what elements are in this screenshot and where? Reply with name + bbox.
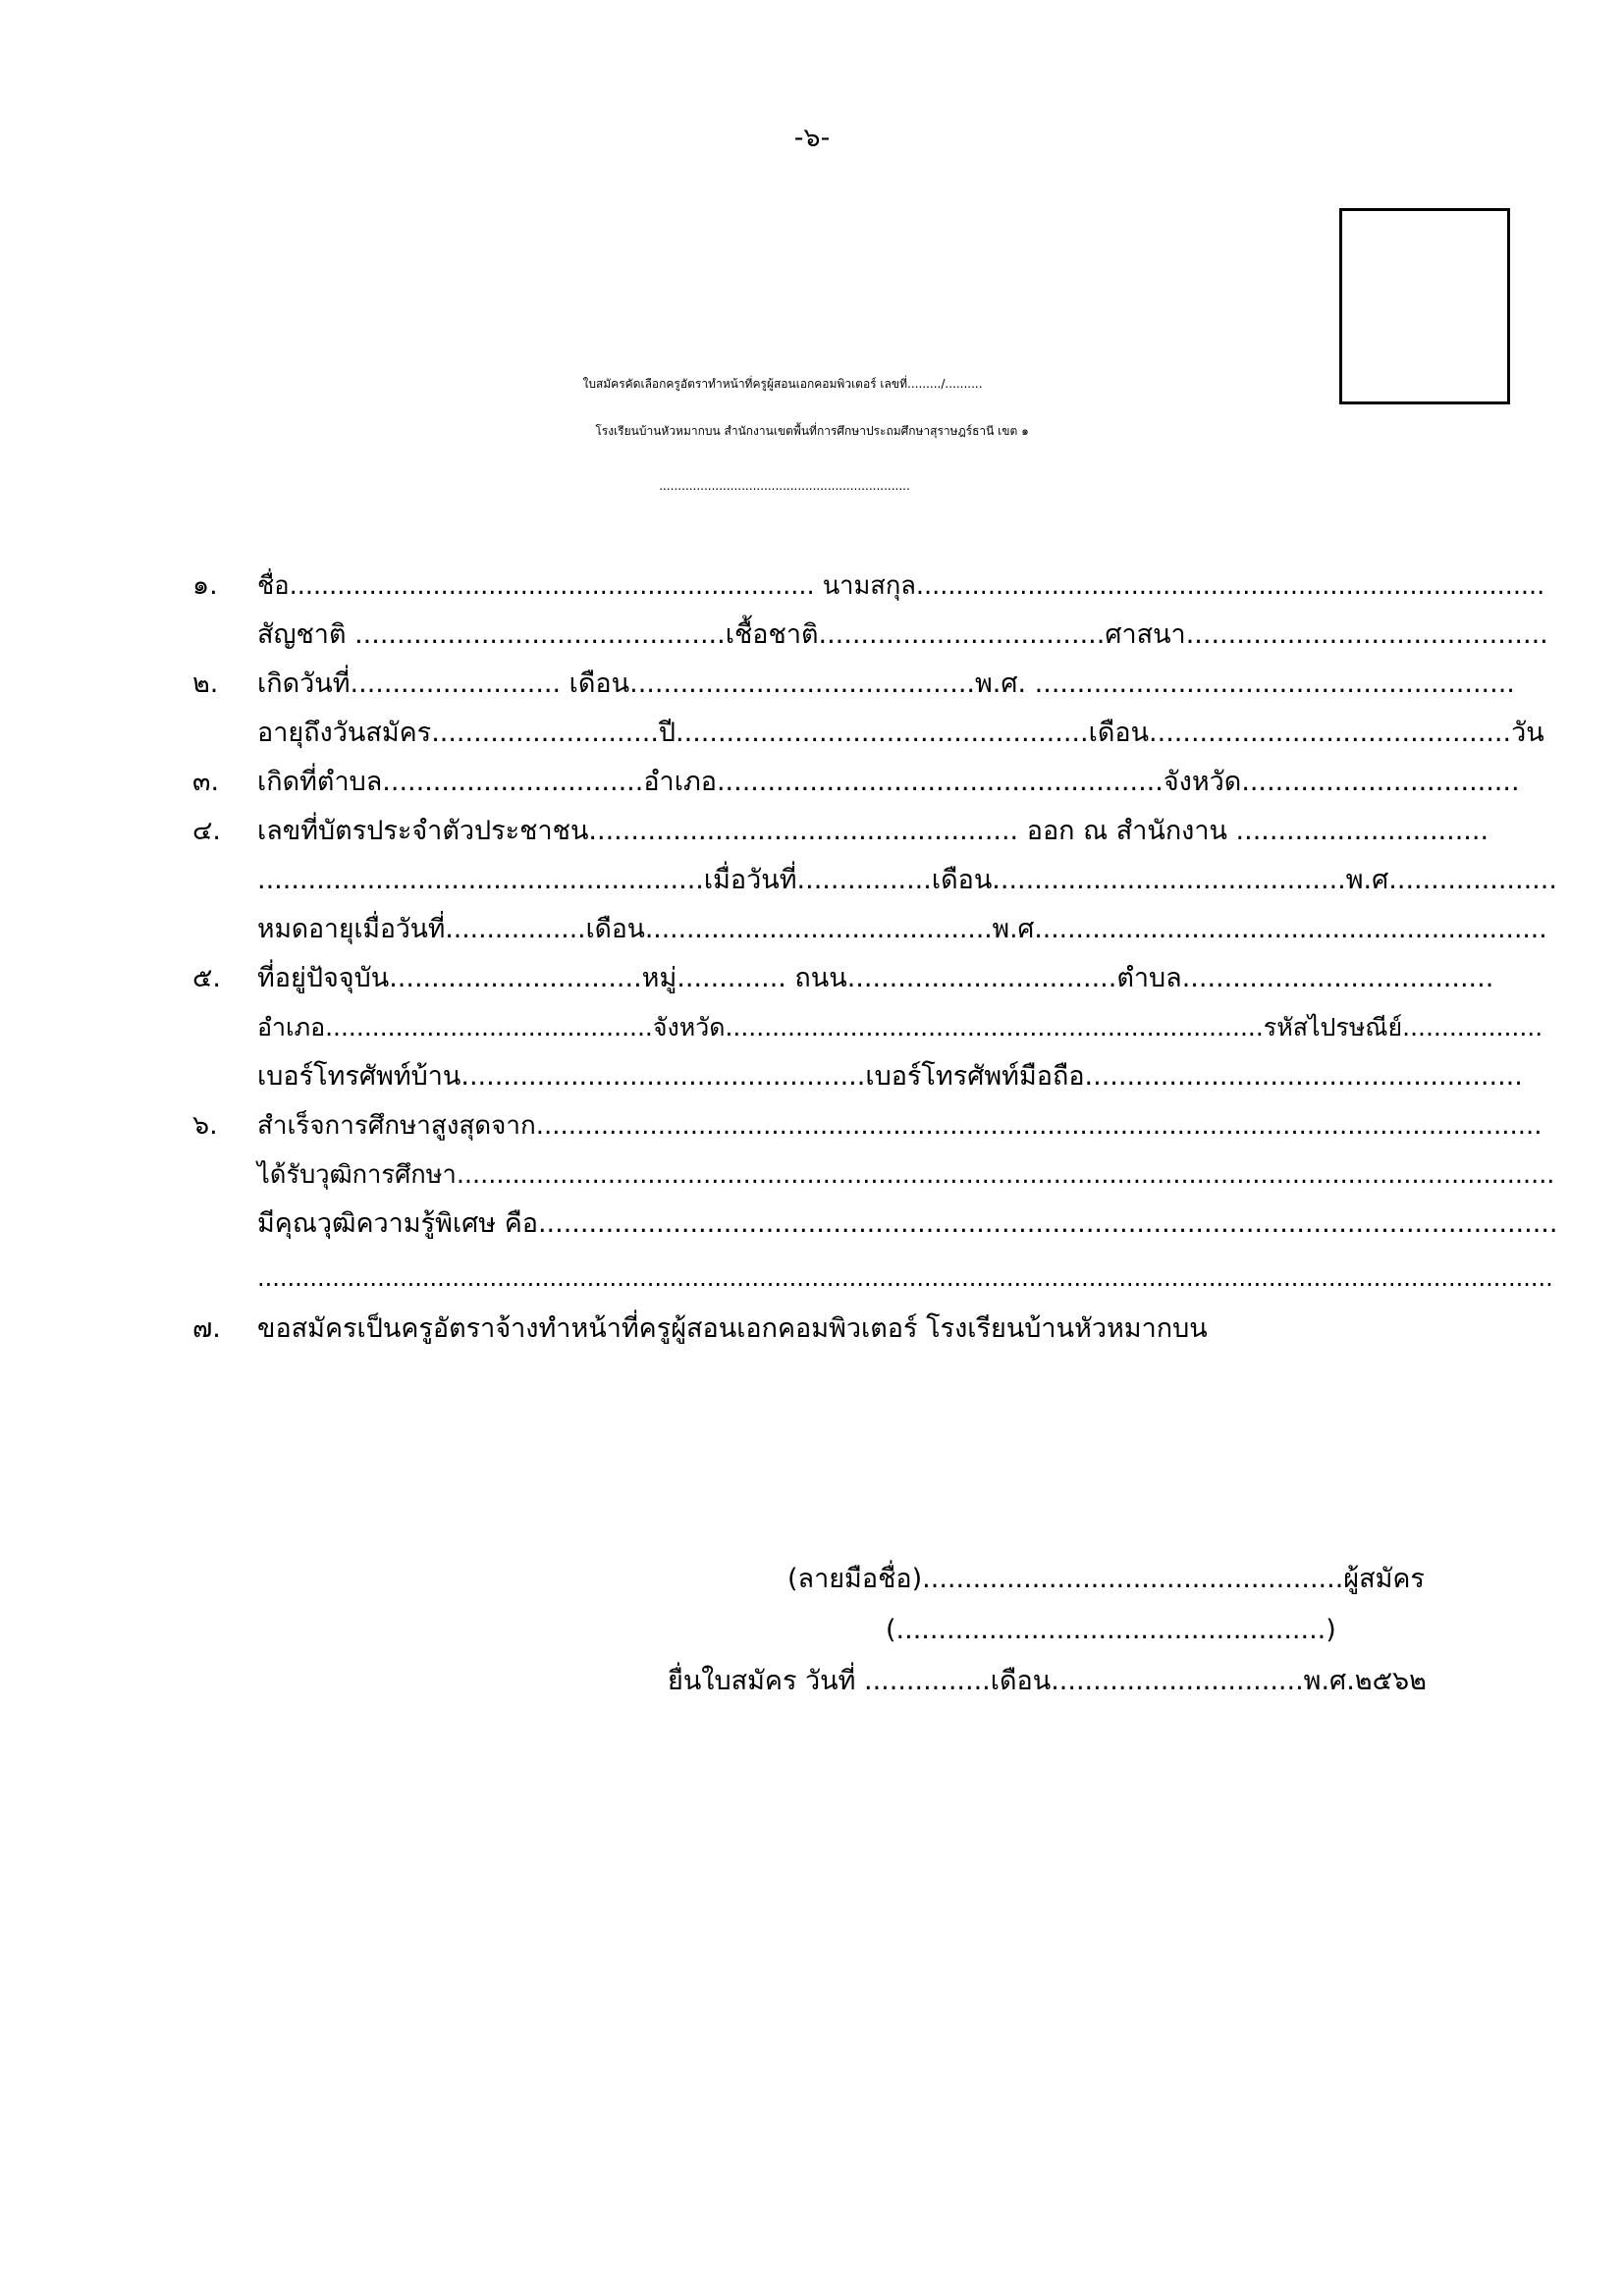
field-line: .....................................................เมื่อวันที่................เดือน..........................................พ.ศ.................... [257, 865, 1557, 895]
field-line: ได้รับวุฒิการศึกษา.......................................................................................................................................... [257, 1160, 1555, 1190]
field-line: เกิดที่ตำบล...............................อำเภอ.....................................................จังหวัด................................. [257, 767, 1520, 797]
field-line: สัญชาติ ............................................เชื้อชาติ..................................ศาสนา........................................... [257, 619, 1548, 650]
field-line: ............................................................................................................................................................................. [257, 1264, 1553, 1292]
section-number: ๑. [192, 570, 218, 601]
signature-line: (ลายมือชื่อ)..................................................ผู้สมัคร [787, 1564, 1425, 1594]
section-number: ๖. [192, 1110, 218, 1141]
field-line: เบอร์โทรศัพท์บ้าน................................................เบอร์โทรศัพท์มือถือ.................................................... [257, 1061, 1523, 1092]
printed-name-line: (...................................................) [886, 1615, 1336, 1645]
form-title: ใบสมัครคัดเลือกครูอัตราทำหน้าที่ครูผู้สอนเอกคอมพิวเตอร์ เลขที่........./.......... [582, 377, 983, 391]
field-line: เลขที่บัตรประจำตัวประชาชน................................................... ออก ณ สำนักงาน .............................. [257, 816, 1489, 846]
field-line: หมดอายุเมื่อวันที่.................เดือน..........................................พ.ศ.............................................................. [257, 914, 1547, 944]
section-number: ๕. [192, 963, 222, 993]
page-number: -๖- [793, 123, 831, 153]
field-line: เกิดวันที่......................... เดือน.........................................พ.ศ. ......................................................... [257, 668, 1515, 699]
field-line: ชื่อ.................................................................. นามสกุล............................................................................... [257, 571, 1545, 601]
section-number: ๓. [192, 767, 220, 797]
field-line: อายุถึงวันสมัคร...........................ปี.................................................เดือน...........................................วัน [257, 718, 1544, 748]
form-blank-line: ................................................................... [659, 479, 910, 493]
field-line: อำเภอ..........................................จังหวัด.....................................................................รหัสไปรษณีย์.................. [257, 1013, 1543, 1041]
section-number: ๒. [192, 668, 219, 699]
section-number: ๗. [192, 1313, 221, 1344]
field-line: มีคุณวุฒิความรู้พิเศษ คือ......................................................................................................................... [257, 1208, 1558, 1239]
section-number: ๔. [192, 816, 222, 846]
field-line: ขอสมัครเป็นครูอัตราจ้างทำหน้าที่ครูผู้สอนเอกคอมพิวเตอร์ โรงเรียนบ้านหัวหมากบน [257, 1313, 1208, 1344]
submission-date-line: ยื่นใบสมัคร วันที่ ...............เดือน..............................พ.ศ.๒๕๖๒ [668, 1666, 1427, 1696]
field-line: สำเร็จการศึกษาสูงสุดจาก............................................................................................................................ [257, 1111, 1543, 1141]
form-subtitle: โรงเรียนบ้านหัวหมากบน สำนักงานเขตพื้นที่การศึกษาประถมศึกษาสุราษฎร์ธานี เขต ๑ [595, 424, 1029, 438]
field-line: ที่อยู่ปัจจุบัน..............................หมู่............. ถนน................................ตำบล..................................... [257, 963, 1494, 993]
